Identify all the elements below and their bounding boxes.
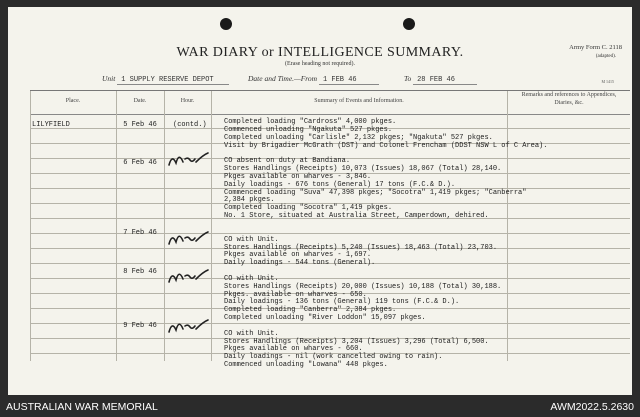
- summary-line: Completed loading "Socotra" 1,419 pkges.: [224, 204, 393, 213]
- handwritten-initials: [166, 317, 210, 337]
- army-form-number: [569, 43, 622, 61]
- war-diary-sheet: [8, 7, 632, 395]
- datetime-label: Date and Time.—From: [248, 74, 318, 83]
- army-form-note: (adapted).: [595, 54, 616, 59]
- to-field: [404, 74, 477, 85]
- summary-line: Commenced unloading "Ngakuta" 527 pkges.: [224, 125, 393, 134]
- entry-date: 7 Feb 46: [123, 229, 157, 237]
- summary-line: CO with Unit.: [224, 235, 279, 244]
- col-divider-hour: [211, 91, 212, 361]
- date-range-field: [248, 74, 379, 85]
- summary-line: Daily loadings - 544 tons (General).: [224, 259, 376, 268]
- summary-line: No. 1 Store, situated at Australia Street, Camperdown, dehired.: [224, 212, 489, 221]
- form-subtitle: (Erase heading not required).: [285, 61, 355, 67]
- form-title: WAR DIARY or INTELLIGENCE SUMMARY.: [176, 45, 464, 60]
- summary-line: Stores Handlings (Receipts) 5,240 (Issues) 18,463 (Total) 23,703.: [224, 243, 498, 252]
- handwritten-initials: [166, 229, 210, 249]
- summary-line: Commenced loading "Suva" 47,398 pkges; "Socotra" 1,419 pkges; "Canberra": [224, 188, 527, 197]
- place-value: LILYFIELD: [32, 121, 70, 129]
- col-divider-date: [164, 91, 165, 361]
- to-date: 28 FEB 46: [413, 76, 477, 85]
- left-border: [30, 91, 31, 361]
- col-divider-place: [116, 91, 117, 361]
- summary-line: Completed unloading "River Loddon" 15,097 pkges.: [224, 314, 426, 323]
- summary-line: Pkges available on wharves - 660.: [224, 345, 363, 354]
- entry-date: 6 Feb 46: [123, 159, 157, 167]
- summary-line: Stores Handlings (Receipts) 20,000 (Issues) 10,188 (Total) 30,188.: [224, 282, 502, 291]
- summary-line: Completed loading "Canberra" 2,384 pkges.: [224, 306, 397, 315]
- handwritten-initials: [166, 150, 210, 170]
- header-place: Place.: [65, 98, 81, 104]
- summary-line: Completed loading "Cardross" 4,000 pkges.: [224, 118, 397, 126]
- summary-line: Commenced unloading "Lowana" 448 pkges.: [224, 361, 388, 370]
- summary-line: 2,384 pkges.: [224, 196, 275, 205]
- header-summary: Summary of Events and Information.: [314, 98, 404, 104]
- header-bottom-rule: [30, 114, 630, 115]
- summary-line: Visit by Brigadier McGrath (DST) and Colonel Frencham (DDST NSW L of C Area).: [224, 141, 548, 150]
- summary-line: CO with Unit.: [224, 329, 279, 338]
- unit-label: Unit: [102, 74, 116, 83]
- summary-line: Daily loadings - 136 tons (General) 119 tons (F.C.& D.).: [224, 298, 460, 307]
- summary-line: Daily loadings - nil (work cancelled owing to rain).: [224, 353, 443, 362]
- summary-line: CO with Unit.: [224, 274, 279, 283]
- punch-hole: [220, 18, 232, 30]
- summary-line: [224, 221, 547, 229]
- hour-contd: (contd.): [173, 121, 207, 129]
- unit-value: 1 SUPPLY RESERVE DEPOT: [117, 76, 229, 85]
- summary-line: Stores Handlings (Receipts) 3,204 (Issues) 3,296 (Total) 6,500.: [224, 337, 489, 346]
- summary-line: Pkges. available on wharves - 650.: [224, 290, 367, 299]
- summary-line: Pkges available on wharves - 1,697.: [224, 251, 372, 260]
- entry-date: 5 Feb 46: [123, 121, 157, 129]
- summary-line: CO absent on duty at Bandiana.: [224, 157, 351, 166]
- summary-line: Stores Handlings (Receipts) 10,073 (Issues) 18,067 (Total) 28,140.: [224, 165, 502, 174]
- header-hour: Hour.: [180, 98, 195, 104]
- summary-of-events: [224, 119, 547, 370]
- summary-line: Daily loadings - 676 tons (General) 17 tons (F.C.& D.).: [224, 180, 456, 189]
- summary-line: Completed unloading "Carlisle" 2,132 pkges; "Ngakuta" 527 pkges.: [224, 133, 493, 142]
- corner-code: M 1415: [601, 79, 614, 84]
- header-remarks: Remarks and references to Appendices, Diaries, &c.: [521, 92, 617, 106]
- punch-hole: [403, 18, 415, 30]
- summary-line: Pkges available on wharves - 3,846.: [224, 172, 372, 181]
- from-date: 1 FEB 46: [319, 76, 379, 85]
- footer-institution: AUSTRALIAN WAR MEMORIAL: [6, 401, 158, 413]
- army-form-label: Army Form C. 2118: [569, 44, 622, 51]
- unit-field: [102, 74, 229, 85]
- handwritten-initials: [166, 267, 210, 287]
- to-label: To: [404, 74, 412, 83]
- entry-date: 9 Feb 46: [123, 322, 157, 330]
- footer-catalogue-number: AWM2022.5.2630: [550, 401, 634, 413]
- header-date: Date.: [133, 98, 147, 104]
- entry-date: 8 Feb 46: [123, 268, 157, 276]
